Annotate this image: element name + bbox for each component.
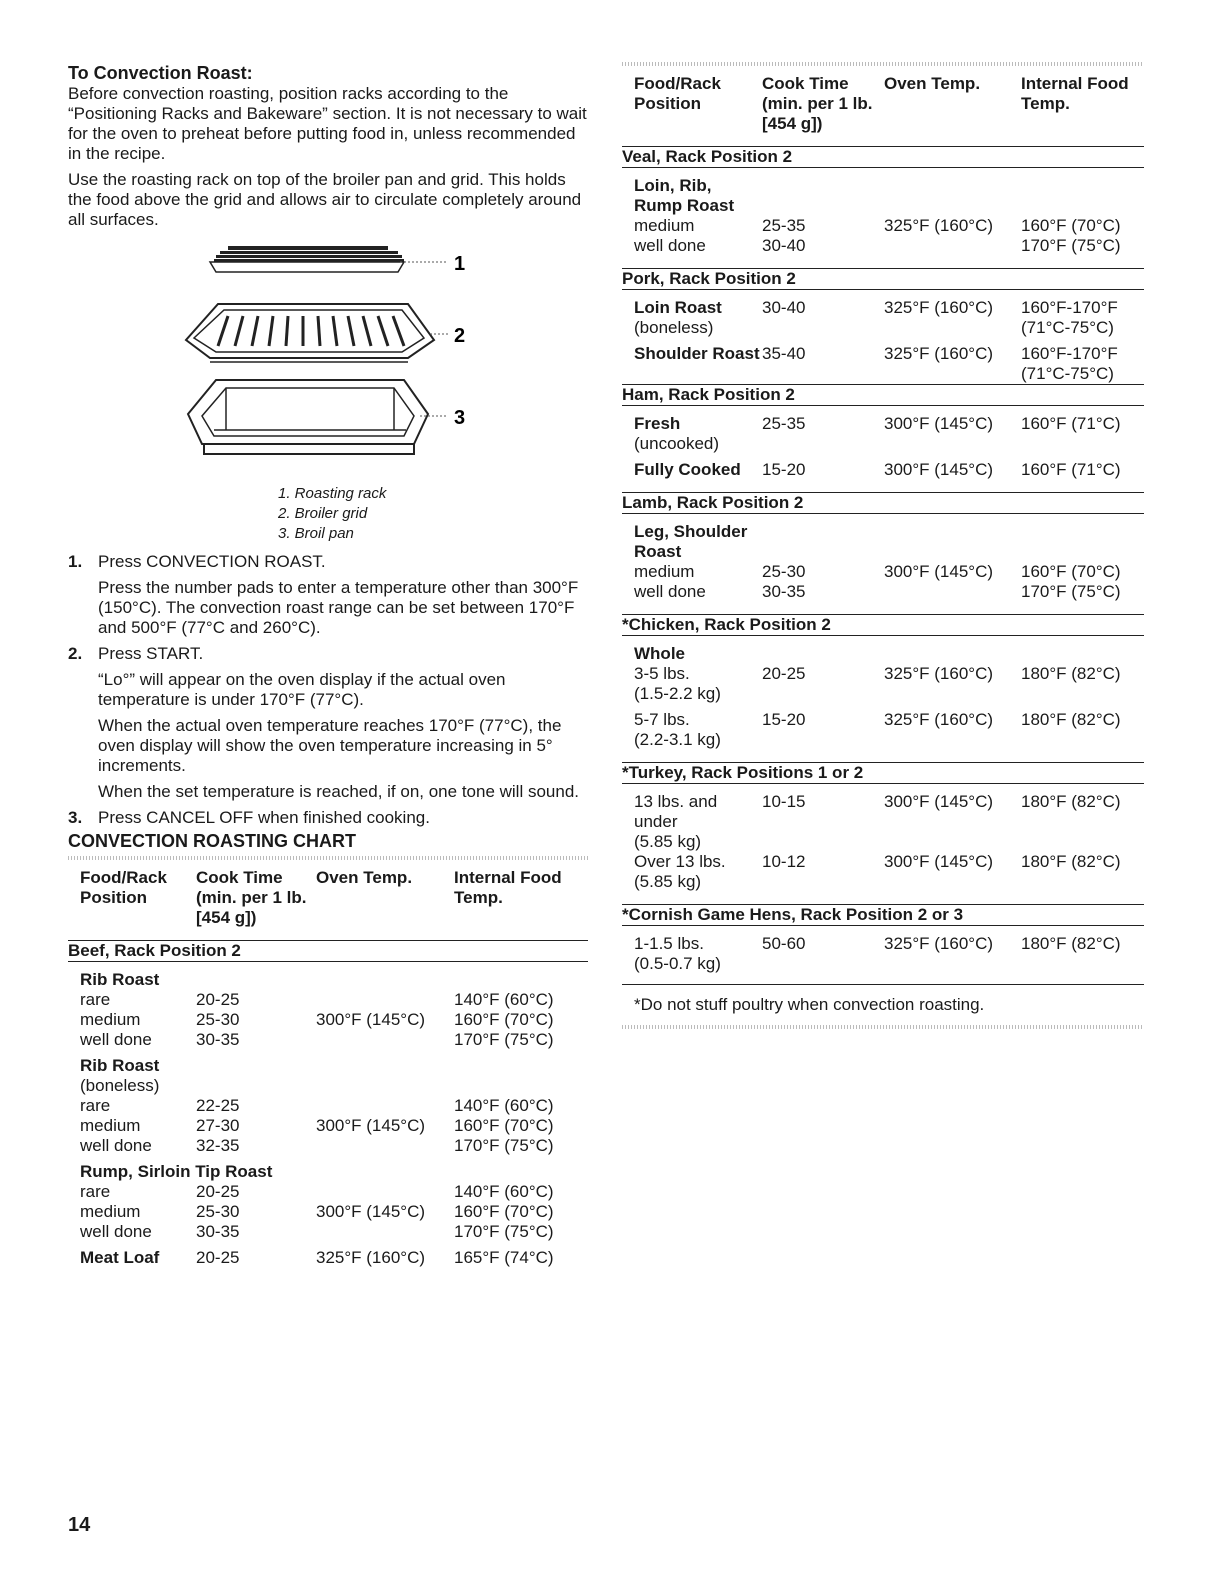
section-row-turkey: *Turkey, Rack Positions 1 or 2 xyxy=(622,763,1144,784)
legend-item: 1. Roasting rack xyxy=(278,485,387,502)
section-row-hens: *Cornish Game Hens, Rack Position 2 or 3 xyxy=(622,905,1144,926)
roasting-equipment-figure xyxy=(68,238,588,478)
table-row: 3-5 lbs. 20-25 325°F (160°C) 180°F (82°C) xyxy=(634,664,1121,683)
broil-pan-icon xyxy=(188,380,448,454)
page-number: 14 xyxy=(68,1514,91,1536)
table-row: Loin Roast 30-40 325°F (160°C) 160°F-170°F xyxy=(634,298,1118,317)
left-column xyxy=(68,62,588,1268)
section-heading: To Convection Roast: xyxy=(68,63,253,83)
callout-2: 2 xyxy=(454,325,466,347)
section-row-ham: Ham, Rack Position 2 xyxy=(622,385,1144,406)
table-row: rare 20-25 140°F (60°C) xyxy=(80,990,554,1009)
step-number: 3. xyxy=(68,808,83,827)
step-item xyxy=(68,808,588,828)
table-row: (uncooked) xyxy=(634,434,720,453)
table-row: (boneless) xyxy=(80,1076,160,1095)
intro-paragraph: Before convection roasting, position racks according to the “Positioning Racks and Bakeware” section. It is not necessary to wait for the oven to preheat before putting food in, unless recommended in the recipe. xyxy=(68,84,587,163)
table-row: Whole xyxy=(634,644,685,663)
section-row-veal: Veal, Rack Position 2 xyxy=(622,147,1144,168)
table-row: medium 25-35 325°F (160°C) 160°F (70°C) xyxy=(634,216,1121,235)
table-row: well done 32-35 170°F (75°C) xyxy=(80,1136,554,1155)
legend-item: 2. Broiler grid xyxy=(278,505,368,522)
table-row: rare 22-25 140°F (60°C) xyxy=(80,1096,554,1115)
table-row: Loin, Rib, Rump Roast xyxy=(634,176,735,215)
rack-paragraph: Use the roasting rack on top of the broiler pan and grid. This holds the food above the grid and allows air to circulate completely around all surfaces. xyxy=(68,170,582,229)
col-header-food: Food/Rack Position xyxy=(634,74,721,113)
section-row-beef: Beef, Rack Position 2 xyxy=(68,941,588,962)
step-note: When the actual oven temperature reaches 170°F (77°C), the oven display will show the oven temperature increasing in 5° increments. xyxy=(98,716,562,775)
table-row: Rib Roast xyxy=(80,1056,160,1075)
step-item xyxy=(68,644,588,802)
table-row: Fully Cooked 15-20 300°F (145°C) 160°F (71°C) xyxy=(634,460,1121,479)
col-header-oven-temp: Oven Temp. xyxy=(316,868,413,887)
col-header-oven-temp: Oven Temp. xyxy=(884,74,981,93)
table-row: Leg, Shoulder Roast xyxy=(634,522,748,561)
table-header-row xyxy=(68,868,588,941)
steps-list xyxy=(68,552,588,828)
step-number: 1. xyxy=(68,552,83,571)
step-main: Press START. xyxy=(98,644,204,663)
table-row: Meat Loaf 20-25 325°F (160°C) 165°F (74°C) xyxy=(80,1248,554,1267)
table-row: Rump, Sirloin Tip Roast xyxy=(80,1162,273,1181)
right-column xyxy=(622,62,1144,1029)
table-row: rare 20-25 140°F (60°C) xyxy=(80,1182,554,1201)
section-row-chicken: *Chicken, Rack Position 2 xyxy=(622,615,1144,636)
divider xyxy=(622,1025,1144,1029)
table-row: (0.5-0.7 kg) xyxy=(634,954,721,973)
step-item xyxy=(68,552,588,638)
table-row: Fresh 25-35 300°F (145°C) 160°F (71°C) xyxy=(634,414,1121,433)
table-row: well done 30-35 170°F (75°C) xyxy=(634,582,1121,601)
section-row-pork: Pork, Rack Position 2 xyxy=(622,269,1144,290)
col-header-internal-temp: Internal Food Temp. xyxy=(1021,74,1129,113)
broiler-grid-icon xyxy=(186,304,448,362)
step-note: “Lo°” will appear on the oven display if the actual oven temperature is under 170°F (77°C). xyxy=(98,670,506,709)
divider xyxy=(68,856,588,860)
step-main: Press CONVECTION ROAST. xyxy=(98,552,326,571)
step-note: When the set temperature is reached, if on, one tone will sound. xyxy=(98,782,579,801)
table-row: medium 27-30 300°F (145°C) 160°F (70°C) xyxy=(80,1116,554,1135)
callout-3: 3 xyxy=(454,407,466,429)
roasting-equipment-illustration xyxy=(68,238,588,478)
table-row: (boneless) (71°C-75°C) xyxy=(634,318,1114,337)
chart-heading: CONVECTION ROASTING CHART xyxy=(68,831,356,851)
step-main: Press CANCEL OFF when finished cooking. xyxy=(98,808,430,827)
meat-poultry-chart-table xyxy=(622,74,1144,1025)
col-header-cook-time: Cook Time (min. per 1 lb. [454 g]) xyxy=(196,868,307,927)
col-header-food: Food/Rack Position xyxy=(80,868,167,907)
table-header-row xyxy=(622,74,1144,147)
table-row: Rib Roast xyxy=(80,970,160,989)
figure-legend xyxy=(278,484,588,544)
footnote: *Do not stuff poultry when convection roasting. xyxy=(622,985,1144,1026)
footnote-row xyxy=(622,985,1144,1026)
table-row: medium 25-30 300°F (145°C) 160°F (70°C) xyxy=(80,1010,554,1029)
table-row: 5-7 lbs. 15-20 325°F (160°C) 180°F (82°C) xyxy=(634,710,1121,729)
step-note: Press the number pads to enter a temperature other than 300°F (150°C). The convection roast range can be set between 170°F and 500°F (77°C and 260°C). xyxy=(98,578,579,637)
table-row: (5.85 kg) xyxy=(634,832,702,851)
table-row: Shoulder Roast 35-40 325°F (160°C) 160°F-170°F (71°C-75°C) xyxy=(634,344,1118,383)
section-row-lamb: Lamb, Rack Position 2 xyxy=(622,493,1144,514)
table-row: (2.2-3.1 kg) xyxy=(634,730,721,749)
table-row: medium 25-30 300°F (145°C) 160°F (70°C) xyxy=(634,562,1121,581)
table-row: (1.5-2.2 kg) xyxy=(634,684,721,703)
table-row: 1-1.5 lbs. 50-60 325°F (160°C) 180°F (82°C) xyxy=(634,934,1121,953)
col-header-internal-temp: Internal Food Temp. xyxy=(454,868,562,907)
table-row: well done 30-35 170°F (75°C) xyxy=(80,1030,554,1049)
beef-chart-table xyxy=(68,868,588,1268)
callout-1: 1 xyxy=(454,253,466,275)
table-row: (5.85 kg) xyxy=(634,872,702,891)
table-row: well done 30-35 170°F (75°C) xyxy=(80,1222,554,1241)
roasting-rack-icon xyxy=(210,246,446,272)
table-row: 13 lbs. and under 10-15 300°F (145°C) 180°F (82°C) xyxy=(634,792,1121,831)
step-number: 2. xyxy=(68,644,83,663)
legend-item: 3. Broil pan xyxy=(278,525,354,542)
table-row: Over 13 lbs. 10-12 300°F (145°C) 180°F (82°C) xyxy=(634,852,1121,871)
divider xyxy=(622,62,1144,66)
table-row: well done 30-40 170°F (75°C) xyxy=(634,236,1121,255)
table-row: medium 25-30 300°F (145°C) 160°F (70°C) xyxy=(80,1202,554,1221)
col-header-cook-time: Cook Time (min. per 1 lb. [454 g]) xyxy=(762,74,873,133)
